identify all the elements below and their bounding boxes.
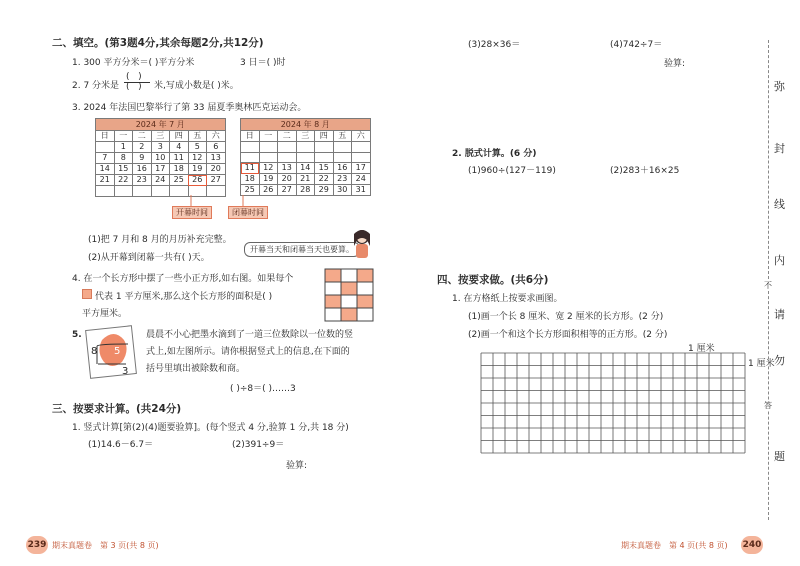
calendar-day-cell[interactable]: 23 — [333, 174, 352, 185]
calendar-day-cell[interactable]: 11 — [170, 153, 189, 164]
calc-instruction: 1. 竖式计算[第(2)(4)题要验算]。(每个竖式 4 分,验算 1 分,共 18 分) — [72, 423, 349, 433]
calendar-day-cell[interactable]: 17 — [151, 164, 170, 175]
unit-label-top: 1 厘米 — [688, 344, 715, 354]
calendar-day-cell[interactable]: 18 — [170, 164, 189, 175]
weekday-cell: 日 — [241, 131, 260, 142]
visible-digit: 5 — [114, 346, 121, 357]
calendar-day-cell[interactable]: 20 — [278, 174, 297, 185]
q1-part-a: 1. 300 平方分米＝( )平方分米 — [72, 58, 195, 68]
calendar-day-cell[interactable] — [96, 142, 115, 153]
calendar-day-cell[interactable] — [241, 152, 260, 163]
weekday-cell: 日 — [96, 131, 115, 142]
calendar-day-cell[interactable]: 11 — [241, 163, 260, 174]
calendar-day-cell[interactable]: 20 — [207, 164, 226, 175]
mixed-calc-2: (2)283＋16×25 — [610, 166, 680, 176]
calc-item-4: (4)742÷7＝ — [610, 40, 663, 50]
calendar-day-cell[interactable]: 24 — [151, 175, 170, 186]
weekday-cell: 二 — [133, 131, 152, 142]
calendar-day-cell[interactable]: 5 — [188, 142, 207, 153]
closing-tag: 闭幕时间 — [228, 206, 268, 219]
calendar-day-cell[interactable]: 16 — [333, 163, 352, 174]
draw-task-2: (2)画一个和这个长方形面积相等的正方形。(2 分) — [468, 330, 668, 340]
weekday-cell: 五 — [188, 131, 207, 142]
calendar-day-cell[interactable] — [352, 152, 371, 163]
calendar-day-cell[interactable]: 27 — [207, 175, 226, 186]
weekday-cell: 四 — [170, 131, 189, 142]
calendar-day-cell[interactable]: 28 — [296, 185, 315, 196]
calendar-day-cell[interactable]: 23 — [133, 175, 152, 186]
calendar-day-cell[interactable] — [259, 142, 278, 153]
q5-line-b: 晨晨不小心把墨水滴到了一道三位数除以一位数的竖 — [146, 330, 354, 340]
calendar-day-cell[interactable] — [278, 152, 297, 163]
calendar-day-cell[interactable] — [133, 186, 152, 197]
calendar-day-cell[interactable] — [114, 186, 133, 197]
fraction-blank[interactable]: ( ) ( ) — [124, 72, 152, 92]
calendar-day-cell[interactable]: 14 — [296, 163, 315, 174]
unit-square-icon — [82, 289, 92, 299]
calendar-day-cell[interactable]: 12 — [259, 163, 278, 174]
weekday-cell: 五 — [333, 131, 352, 142]
calendar-july — [95, 118, 226, 197]
binding-char: 请 — [774, 308, 785, 321]
binding-char: 答 — [764, 401, 772, 410]
draw-instruction: 1. 在方格纸上按要求画图。 — [452, 294, 563, 304]
q4-line-a: 4. 在一个长方形中摆了一些小正方形,如右图。如果每个 — [72, 274, 294, 284]
calendar-day-cell[interactable]: 4 — [170, 142, 189, 153]
calc-item-2: (2)391÷9＝ — [232, 440, 285, 450]
divisor-digit: 8 — [91, 346, 98, 357]
q4-line-c: 平方厘米。 — [82, 309, 128, 319]
unit-label-side: 1 厘米 — [748, 359, 775, 369]
calendar-august — [240, 118, 371, 196]
calendar-day-cell[interactable]: 8 — [114, 153, 133, 164]
binding-char: 线 — [774, 198, 785, 211]
calendar-day-cell[interactable]: 19 — [259, 174, 278, 185]
calendar-day-cell[interactable] — [296, 142, 315, 153]
binding-char: 不 — [764, 281, 772, 290]
mixed-calc-title: 2. 脱式计算。(6 分) — [452, 149, 537, 159]
calendar-day-cell[interactable]: 10 — [151, 153, 170, 164]
section-2-title: 二、填空。(第3题4分,其余每题2分,共12分) — [52, 37, 264, 49]
calendar-day-cell[interactable]: 19 — [188, 164, 207, 175]
calendar-day-cell[interactable]: 18 — [241, 174, 260, 185]
hint-bubble: 开幕当天和闭幕当天也要算。 — [244, 242, 360, 257]
calendar-day-cell[interactable]: 25 — [170, 175, 189, 186]
section-4-title: 四、按要求做。(共6分) — [437, 274, 549, 286]
check-label-right: 验算: — [664, 59, 686, 69]
calendar-day-cell[interactable]: 2 — [133, 142, 152, 153]
q3-sub-1: (1)把 7 月和 8 月的月历补充完整。 — [88, 235, 232, 245]
mixed-calc-1: (1)960÷(127－119) — [468, 166, 556, 176]
calendar-day-cell[interactable] — [259, 152, 278, 163]
calendar-day-cell[interactable] — [315, 142, 334, 153]
calendar-august-title: 2024 年 8 月 — [241, 119, 371, 131]
q5-answer-line: ( )÷8＝( )……3 — [230, 384, 296, 394]
q2-part-a: 2. 7 分米是 — [72, 81, 120, 91]
opening-tag: 开幕时间 — [172, 206, 212, 219]
binding-char: 封 — [774, 142, 785, 155]
calendar-day-cell[interactable]: 1 — [114, 142, 133, 153]
calendar-day-cell[interactable]: 21 — [96, 175, 115, 186]
q5-line-d: 括号里填出被除数和商。 — [146, 364, 246, 374]
calc-item-1: (1)14.6－6.7＝ — [88, 440, 154, 450]
calc-item-3: (3)28×36＝ — [468, 40, 521, 50]
page-number-right: 240 — [741, 536, 763, 554]
weekday-cell: 六 — [352, 131, 371, 142]
calendar-day-cell[interactable]: 12 — [188, 153, 207, 164]
q5-number: 5. — [72, 330, 82, 340]
calendar-day-cell[interactable]: 13 — [278, 163, 297, 174]
rectangle-squares-figure — [324, 268, 374, 322]
q3-text: 3. 2024 年法国巴黎举行了第 33 届夏季奥林匹克运动会。 — [72, 103, 307, 113]
draw-task-1: (1)画一个长 8 厘米、宽 2 厘米的长方形。(2 分) — [468, 312, 664, 322]
binding-char: 内 — [774, 254, 785, 267]
calendar-day-cell[interactable]: 7 — [96, 153, 115, 164]
calendar-day-cell[interactable]: 22 — [114, 175, 133, 186]
calendar-day-cell[interactable]: 26 — [188, 175, 207, 186]
weekday-cell: 二 — [278, 131, 297, 142]
page-number-left: 239 — [26, 536, 48, 554]
check-label-left: 验算: — [286, 461, 308, 471]
weekday-cell: 三 — [151, 131, 170, 142]
pointer-lines — [185, 195, 255, 209]
girl-figure-icon — [348, 228, 378, 262]
calendar-day-cell[interactable]: 25 — [241, 185, 260, 196]
footer-left: 期末真题卷 第 3 页(共 8 页) — [52, 541, 159, 550]
calendar-day-cell[interactable]: 3 — [151, 142, 170, 153]
q4-line-b: 代表 1 平方厘米,那么这个长方形的面积是( ) — [95, 292, 273, 302]
calendar-day-cell[interactable]: 15 — [114, 164, 133, 175]
binding-char: 题 — [774, 450, 785, 463]
calendar-day-cell[interactable]: 26 — [259, 185, 278, 196]
calendar-day-cell[interactable]: 22 — [315, 174, 334, 185]
calendar-day-cell[interactable]: 6 — [207, 142, 226, 153]
calendar-day-cell[interactable]: 13 — [207, 153, 226, 164]
weekday-cell: 一 — [114, 131, 133, 142]
calendar-july-title: 2024 年 7 月 — [96, 119, 226, 131]
q2-part-b: 米,写成小数是( )米。 — [154, 81, 239, 91]
calendar-day-cell[interactable]: 29 — [315, 185, 334, 196]
remainder-digit: 3 — [122, 366, 129, 377]
calendar-day-cell[interactable]: 17 — [352, 163, 371, 174]
calendar-day-cell[interactable]: 27 — [278, 185, 297, 196]
footer-right: 期末真题卷 第 4 页(共 8 页) — [621, 541, 728, 550]
calendar-day-cell[interactable]: 9 — [133, 153, 152, 164]
binding-char: 弥 — [774, 80, 785, 93]
calendar-day-cell[interactable] — [241, 142, 260, 153]
calendar-day-cell[interactable] — [278, 142, 297, 153]
section-3-title: 三、按要求计算。(共24分) — [52, 403, 182, 415]
q5-line-c: 式上,如左图所示。请你根据竖式上的信息,在下面的 — [146, 347, 350, 357]
calendar-day-cell[interactable] — [333, 142, 352, 153]
weekday-cell: 一 — [259, 131, 278, 142]
weekday-cell: 三 — [296, 131, 315, 142]
calendar-day-cell[interactable]: 14 — [96, 164, 115, 175]
calendar-day-cell[interactable] — [151, 186, 170, 197]
binding-char: 勿 — [774, 354, 785, 367]
weekday-cell: 六 — [207, 131, 226, 142]
drawing-grid[interactable] — [480, 352, 748, 454]
calendar-day-cell[interactable] — [96, 186, 115, 197]
weekday-cell: 四 — [315, 131, 334, 142]
calendar-day-cell[interactable] — [333, 152, 352, 163]
calendar-day-cell[interactable] — [352, 142, 371, 153]
q3-sub-2: (2)从开幕到闭幕一共有( )天。 — [88, 253, 210, 263]
calendar-day-cell[interactable]: 15 — [315, 163, 334, 174]
calendar-day-cell[interactable]: 24 — [352, 174, 371, 185]
calendar-day-cell[interactable] — [296, 152, 315, 163]
calendar-day-cell[interactable]: 31 — [352, 185, 371, 196]
calendar-day-cell[interactable]: 16 — [133, 164, 152, 175]
calendar-day-cell[interactable]: 21 — [296, 174, 315, 185]
calendar-day-cell[interactable]: 30 — [333, 185, 352, 196]
calendar-day-cell[interactable] — [315, 152, 334, 163]
q1-part-b: 3 日＝( )时 — [240, 58, 286, 68]
